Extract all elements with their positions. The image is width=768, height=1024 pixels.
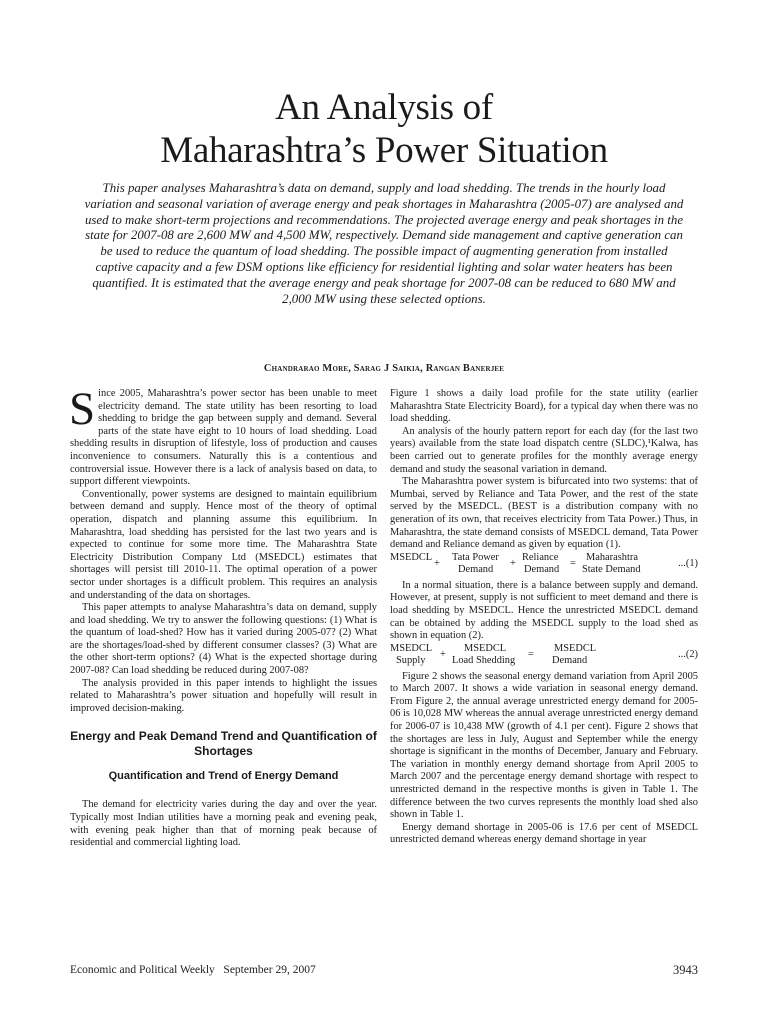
article-title (0, 86, 768, 172)
paragraph: Figure 1 shows a daily load profile for the state utility (earlier Maharashtra State Electricity Board), for a typical day when there was no load shedding. (390, 388, 698, 425)
eq2-term-demand: Demand (552, 654, 588, 666)
left-column (69, 383, 377, 850)
equation-1 (390, 552, 698, 580)
drop-cap: S (69, 383, 96, 435)
title-line-1: An Analysis of (275, 87, 493, 128)
eq1-term-reliance: Reliance (522, 551, 559, 563)
eq2-operator-equals: = (528, 648, 534, 660)
paragraph: The Maharashtra power system is bifurcated into two systems: that of Mumbai, served by Reliance and Tata Power, and the rest of the state served by the MSEDCL. (BEST is a distribution company with no generation of its own, that receives electricity from Tata Power.) Thus, in Maharashtra, the state demand consists of MSEDCL demand, Tata Power demand and Reliance demand as given by equation (1). (390, 476, 698, 551)
intro-text: ince 2005, Maharashtra’s power sector has been unable to meet electricity demand. The state utility has been resorting to load shedding to bridge the gap between supply and demand. Several parts of the state have eight to 10 hours of load shedding. Load shedding results in disruption of lifestyle, loss of production and causes inconvenience to consumers. Naturally this is a contentious and controversial issue. However there is a lack of analysis based on data, to support different viewpoints. (70, 388, 377, 488)
paragraph: Figure 2 shows the seasonal energy demand variation from April 2005 to March 2007. It shows a wide variation in seasonal energy demand. From Figure 2, the annual average unrestricted energy demand for 2005-06 is 10,028 MW whereas the annual average unrestricted energy demand for 2006-07 is 10,438 MW (growth of 4.1 per cent). Figure 2 shows that the shortages are less in July, August and September while the energy shortage is significant in the months of December, January and February. The variation in monthly energy demand shortage from April 2005 to March 2007 and the percentage energy demand shortage with respect to unrestricted demand in the respective months is given in Table 1. The difference between the two curves represents the monthly load shed also shown in Table 1. (390, 670, 698, 821)
title-line-2: Maharashtra’s Power Situation (160, 130, 608, 171)
eq1-term-msedcl: MSEDCL (390, 551, 433, 563)
eq2-term-msedcl-2: MSEDCL (464, 642, 507, 654)
section-heading: Energy and Peak Demand Trend and Quantification of Shortages (70, 729, 377, 759)
journal-citation: Economic and Political Weekly September 29, 2007 (70, 964, 316, 976)
intro-paragraph (69, 383, 377, 489)
page-number: 3943 (673, 963, 698, 977)
eq2-term-msedcl: MSEDCL (390, 642, 433, 654)
eq1-operator-plus: + (510, 557, 516, 569)
subsection-heading: Quantification and Trend of Energy Demand (108, 770, 339, 783)
paragraph: The demand for electricity varies during the day and over the year. Typically most Indian utilities have a morning peak and evening peak, with evening peak higher than that of morning peak because of residential and commercial lighting load. (70, 799, 377, 849)
equation-number: ...(2) (678, 648, 698, 660)
equation-number: ...(1) (678, 557, 698, 569)
paragraph: In a normal situation, there is a balance between supply and demand. However, at present, supply is not sufficient to meet demand and there is load shedding by MSEDCL. Hence the unrestricted MSEDCL demand can be obtained by adding the MSEDCL supply to the load shed as shown in equation (2). (390, 579, 698, 642)
eq2-operator-plus: + (440, 648, 446, 660)
paragraph: Energy demand shortage in 2005-06 is 17.6 per cent of MSEDCL unrestricted demand whereas energy demand shortage in year (390, 821, 698, 846)
eq1-term-tata-power: Tata Power (452, 551, 499, 563)
eq1-operator-equals: = (570, 557, 576, 569)
eq1-term-tata-demand: Demand (458, 563, 494, 575)
paragraph: An analysis of the hourly pattern report for each day (for the last two years) available from the state load dispatch centre (SLDC),¹Kalwa, has been carried out to generate profiles for the monthly average energy demand and study the seasonal variation in demand. (390, 425, 698, 475)
right-column (390, 388, 698, 847)
eq2-term-msedcl-3: MSEDCL (554, 642, 597, 654)
author-line: Chandrarao More, Sarag J Saikia, Rangan Banerjee (263, 363, 505, 374)
abstract: This paper analyses Maharashtra’s data on demand, supply and load shedding. The trends in the hourly load variation and seasonal variation of average energy and peak shortages in Maharashtra (2005-07) are analysed and used to make short-term projections and recommendations. The projected average energy and peak shortages in the state for 2007-08 are 2,600 MW and 4,500 MW, respectively. Demand side management and captive generation can be used to reduce the quantum of load shedding. The possible impact of augmenting generation from installed captive capacity and a few DSM options like efficiency for residential lighting and solar water heaters has been quantified. It is estimated that the average energy and peak shortage for 2007-08 can be reduced to 680 MW and 2,000 MW using these selected options. (84, 181, 684, 306)
paragraph: Conventionally, power systems are designed to maintain equilibrium between demand and supply. Hence most of the theory of optimal operation, dispatch and planning assume this equilibrium. In Maharashtra, load shedding has persisted for the last two years and is expected to continue for some more time. The Maharashtra State Electricity Distribution Company Ltd (MSEDCL) estimates that shortages will persist till 2010-11. The optimal operation of a power sector under shortages is a difficult problem. This requires an analysis and understanding of the data on shortages. (70, 488, 377, 601)
eq1-term-reliance-demand: Demand (524, 563, 560, 575)
eq1-term-maharashtra: Maharashtra (586, 551, 638, 563)
eq1-term-state-demand: State Demand (582, 563, 641, 575)
eq2-term-supply: Supply (396, 654, 426, 666)
paragraph: This paper attempts to analyse Maharashtra’s data on demand, supply and load shedding. We try to answer the following questions: (1) What is the quantum of load-shed? How has it varied during 2005-07? (2) What are the shortages/load-shed by different consumer classes? (3) What are the other short-term options? (4) What is the expected shortage during 2007-08? Can load shedding be reduced during 2007-08? (70, 602, 377, 677)
paragraph: The analysis provided in this paper intends to highlight the issues related to Maharashtra’s power situation and hopefully will result in improved decision-making. (70, 677, 377, 714)
eq1-operator-plus: + (434, 557, 440, 569)
equation-2 (390, 643, 698, 671)
eq2-term-load-shedding: Load Shedding (452, 654, 516, 666)
